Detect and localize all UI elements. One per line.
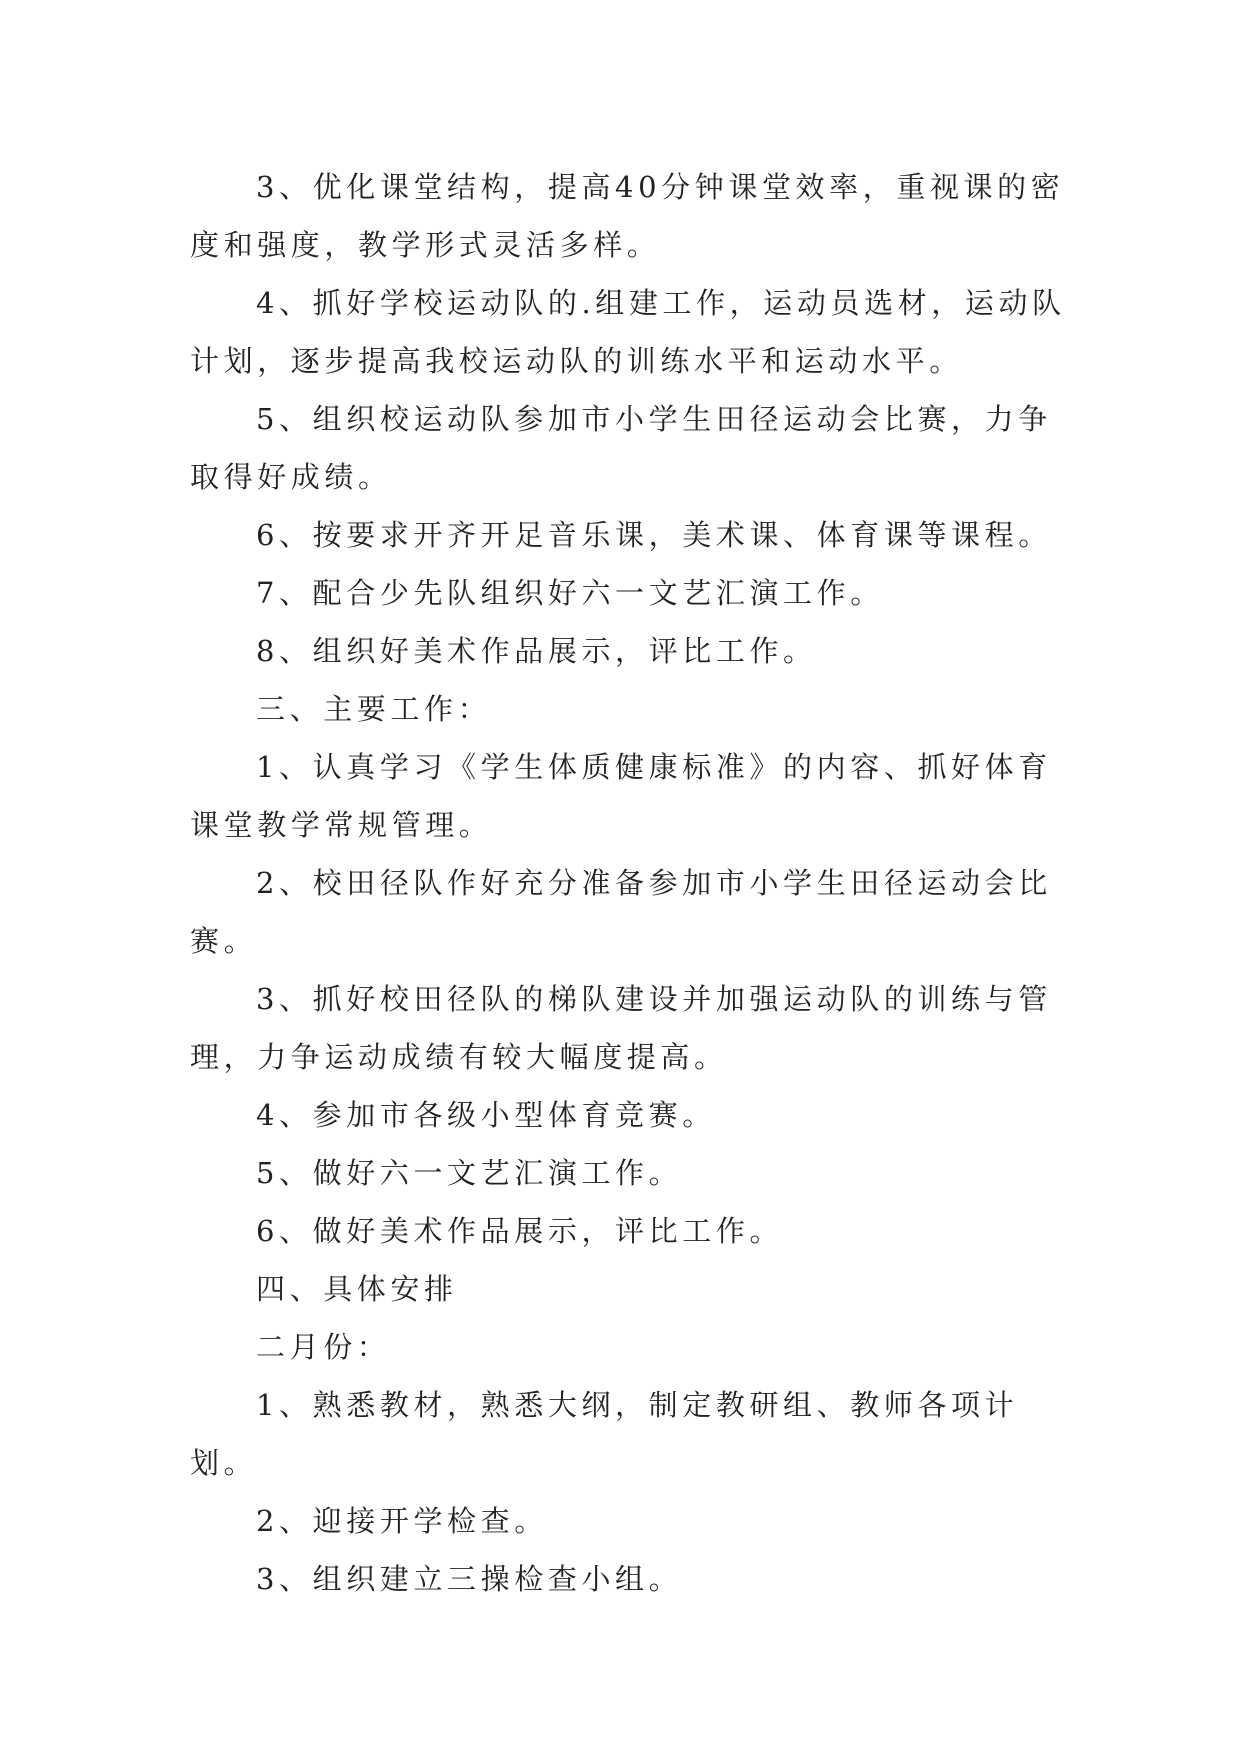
- paragraph: 1、熟悉教材，熟悉大纲，制定教研组、教师各项计划。: [190, 1388, 1019, 1480]
- paragraph: 6、按要求开齐开足音乐课，美术课、体育课等课程。: [256, 518, 1052, 552]
- paragraph: 1、认真学习《学生体质健康标准》的内容、抓好体育课堂教学常规管理。: [190, 750, 1052, 842]
- section-heading: 四、具体安排: [256, 1272, 458, 1306]
- paragraph: 4、参加市各级小型体育竞赛。: [256, 1098, 716, 1132]
- document-body: [190, 158, 1070, 1608]
- paragraph: 2、迎接开学检查。: [256, 1504, 548, 1538]
- paragraph: 7、配合少先队组织好六一文艺汇演工作。: [256, 576, 884, 610]
- paragraph: 8、组织好美术作品展示，评比工作。: [256, 634, 817, 668]
- paragraph: 4、抓好学校运动队的.组建工作，运动员选材，运动队计划，逐步提高我校运动队的训练水平和运动水平。: [190, 286, 1066, 378]
- paragraph: 3、抓好校田径队的梯队建设并加强运动队的训练与管理，力争运动成绩有较大幅度提高。: [190, 982, 1052, 1074]
- subheading: 二月份：: [256, 1330, 391, 1364]
- section-heading: 三、主要工作：: [256, 692, 492, 726]
- paragraph: 5、做好六一文艺汇演工作。: [256, 1156, 683, 1190]
- paragraph: 2、校田径队作好充分准备参加市小学生田径运动会比赛。: [190, 866, 1052, 958]
- paragraph: 3、组织建立三操检查小组。: [256, 1562, 683, 1596]
- paragraph: 6、做好美术作品展示，评比工作。: [256, 1214, 784, 1248]
- paragraph: 5、组织校运动队参加市小学生田径运动会比赛，力争取得好成绩。: [190, 402, 1052, 494]
- paragraph: 3、优化课堂结构，提高40分钟课堂效率，重视课的密度和强度，教学形式灵活多样。: [190, 170, 1065, 262]
